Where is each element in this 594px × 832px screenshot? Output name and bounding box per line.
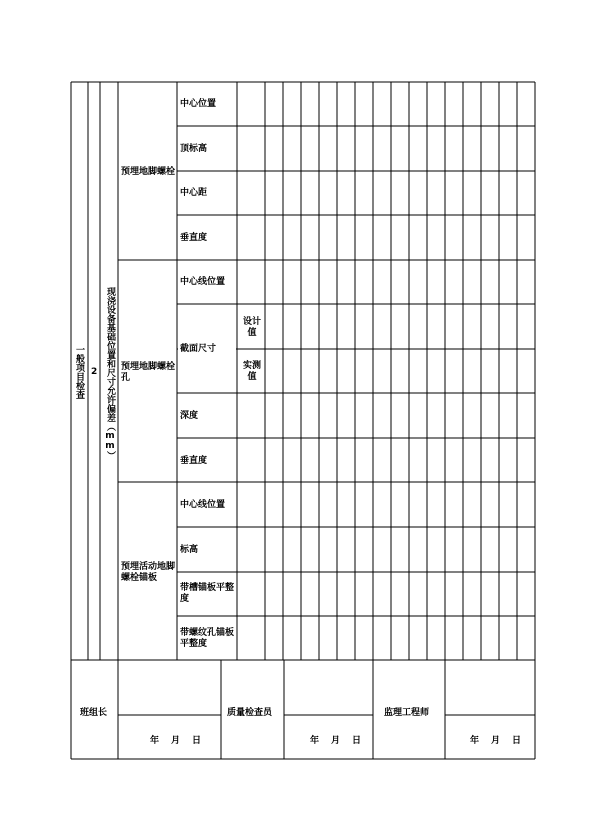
- year-label: 年: [470, 736, 480, 746]
- day-label: 日: [192, 736, 202, 746]
- row-label: 垂直度: [180, 233, 208, 243]
- row-label: 顶标高: [180, 144, 208, 154]
- month-label: 月: [331, 736, 341, 746]
- row-label: 深度: [180, 411, 199, 421]
- sub-row-label: 实测值: [242, 361, 261, 382]
- row-label: 标高: [180, 545, 199, 555]
- date-field-quality: [310, 733, 373, 746]
- row-label: 带槽锚板平整度: [180, 583, 235, 604]
- row-label: 垂直度: [180, 456, 208, 466]
- group-name-bolt-holes: 预埋地脚螺栓孔: [121, 362, 176, 383]
- day-label: 日: [352, 736, 362, 746]
- group-name-anchor-plates: 预埋活动地脚螺栓锚板: [121, 562, 176, 583]
- team-leader-label: 班组长: [80, 708, 108, 718]
- year-label: 年: [150, 736, 160, 746]
- month-label: 月: [171, 736, 181, 746]
- row-label: 中心线位置: [180, 277, 226, 287]
- group-name-anchor-bolts: 预埋地脚螺栓: [121, 167, 176, 177]
- row-label: 中心位置: [180, 99, 217, 109]
- row-label: 截面尺寸: [180, 344, 217, 354]
- item-title: 现浇设备基础位置和尺寸允许偏差（mm）: [105, 287, 115, 460]
- sub-row-label: 设计值: [242, 317, 261, 338]
- year-label: 年: [310, 736, 320, 746]
- day-label: 日: [512, 736, 522, 746]
- month-label: 月: [491, 736, 501, 746]
- date-field-team: [150, 733, 213, 746]
- quality-inspector-label: 质量检查员: [227, 708, 273, 718]
- category-label: 一般项目检查: [74, 345, 84, 399]
- row-label: 中心线位置: [180, 500, 226, 510]
- date-field-supervisor: [470, 733, 533, 746]
- row-label: 带螺纹孔锚板平整度: [180, 628, 235, 649]
- item-number: 2: [91, 367, 98, 377]
- supervisor-label: 监理工程师: [384, 708, 430, 718]
- row-label: 中心距: [180, 188, 208, 198]
